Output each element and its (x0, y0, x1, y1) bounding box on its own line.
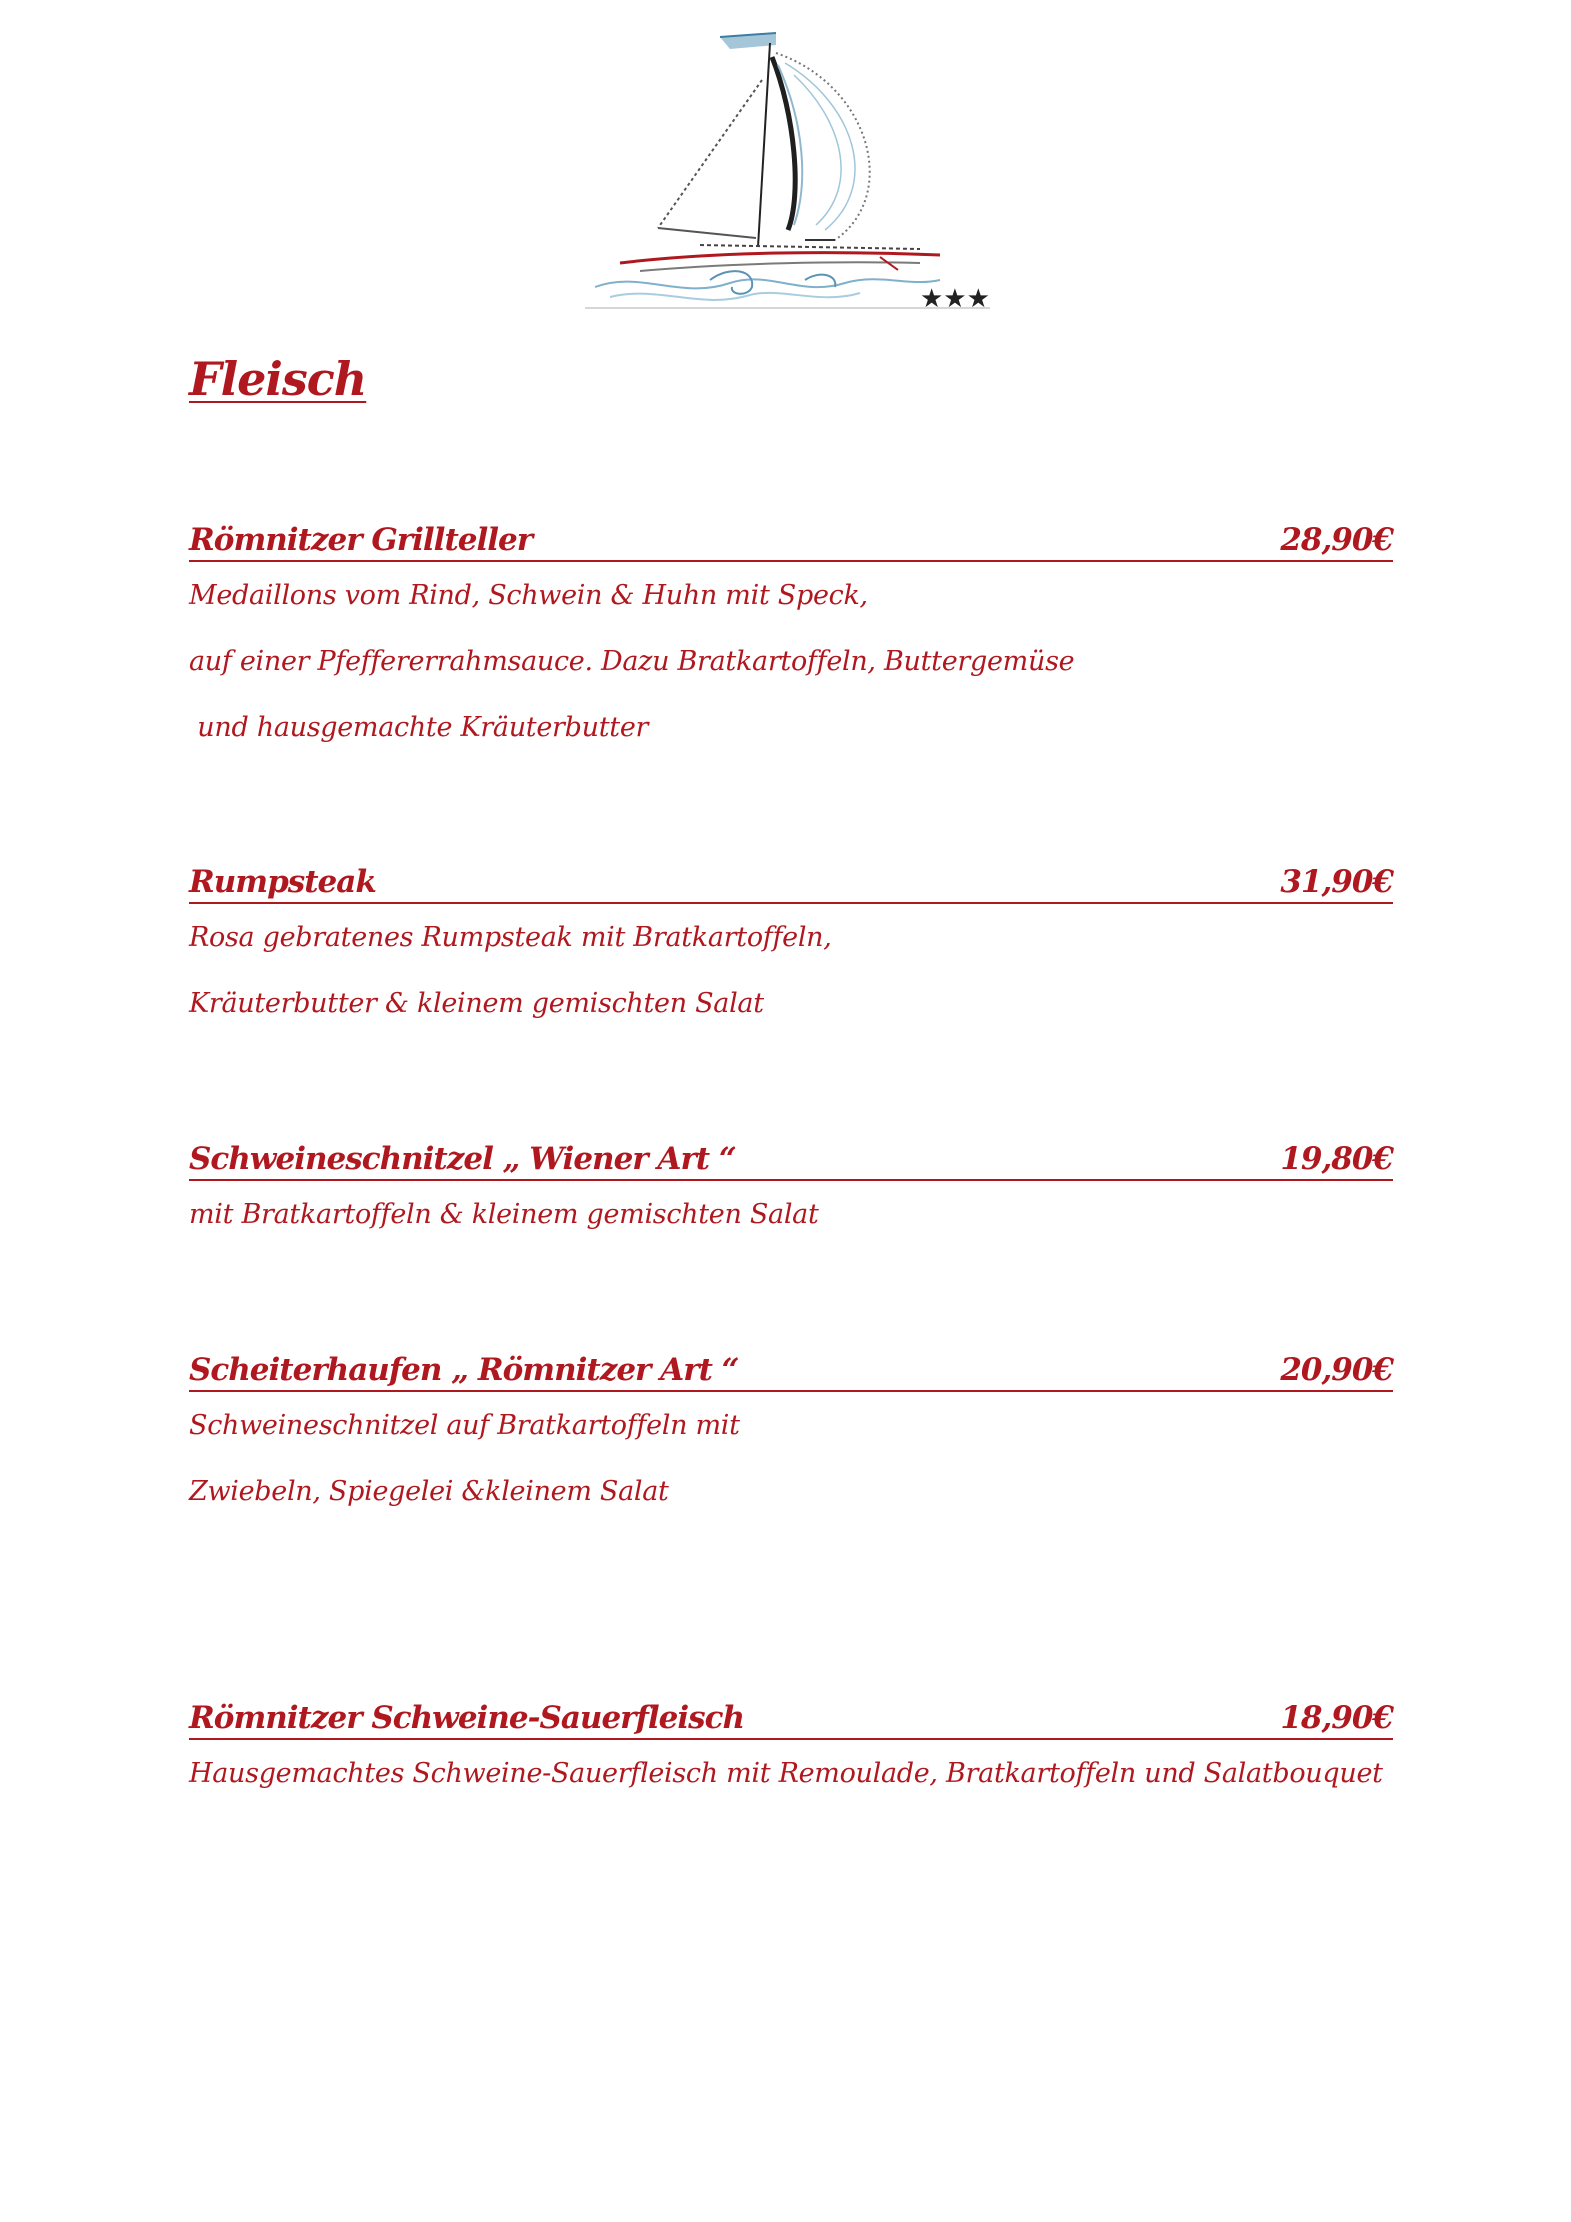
menu-item-name: Schweineschnitzel „ Wiener Art “ (189, 1141, 736, 1177)
menu-item-name: Scheiterhaufen „ Römnitzer Art “ (189, 1352, 739, 1388)
description-line: mit Bratkartoffeln & kleinem gemischten Salat (189, 1199, 819, 1230)
description-line: Schweineschnitzel auf Bratkartoffeln mit (189, 1410, 740, 1441)
description-line: Kräuterbutter & kleinem gemischten Salat (189, 988, 764, 1019)
menu-item-description (189, 1393, 1393, 1525)
rating-stars: ★★★ (920, 284, 990, 314)
menu-item-price: 28,90€ (1280, 522, 1393, 558)
menu-item-price: 19,80€ (1280, 1141, 1393, 1177)
menu-item (189, 1338, 1393, 1525)
description-line: auf einer Pfeffererrahmsauce. Dazu Bratkartoffeln, Buttergemüse (189, 646, 1075, 677)
menu-item-header (189, 1338, 1393, 1392)
description-line: Zwiebeln, Spiegelei &kleinem Salat (189, 1476, 669, 1507)
sailboat-logo-icon (580, 25, 1000, 325)
description-line: Hausgemachtes Schweine-Sauerfleisch mit Remoulade, Bratkartoffeln und Salatbouquet (189, 1758, 1383, 1789)
description-line: und hausgemachte Kräuterbutter (189, 712, 649, 743)
menu-item-price: 31,90€ (1280, 864, 1393, 900)
menu-item-description (189, 905, 1393, 1037)
menu-item-name: Rumpsteak (189, 864, 376, 900)
menu-item-price: 20,90€ (1280, 1352, 1393, 1388)
menu-item-description (189, 563, 1393, 761)
menu-item-header (189, 850, 1393, 904)
description-line: Medaillons vom Rind, Schwein & Huhn mit Speck, (189, 580, 868, 611)
menu-item-description (189, 1182, 1393, 1248)
menu-item-price: 18,90€ (1280, 1700, 1393, 1736)
menu-item (189, 1127, 1393, 1248)
menu-item-header (189, 1686, 1393, 1740)
menu-item-name: Römnitzer Grillteller (189, 522, 533, 558)
menu-item-description (189, 1741, 1393, 1807)
menu-item-header (189, 508, 1393, 562)
menu-item (189, 1686, 1393, 1807)
page-title: Fleisch (189, 352, 367, 406)
menu-item-name: Römnitzer Schweine-Sauerfleisch (189, 1700, 744, 1736)
menu-item (189, 508, 1393, 761)
description-line: Rosa gebratenes Rumpsteak mit Bratkartoffeln, (189, 922, 832, 953)
menu-item-header (189, 1127, 1393, 1181)
menu-item (189, 850, 1393, 1037)
